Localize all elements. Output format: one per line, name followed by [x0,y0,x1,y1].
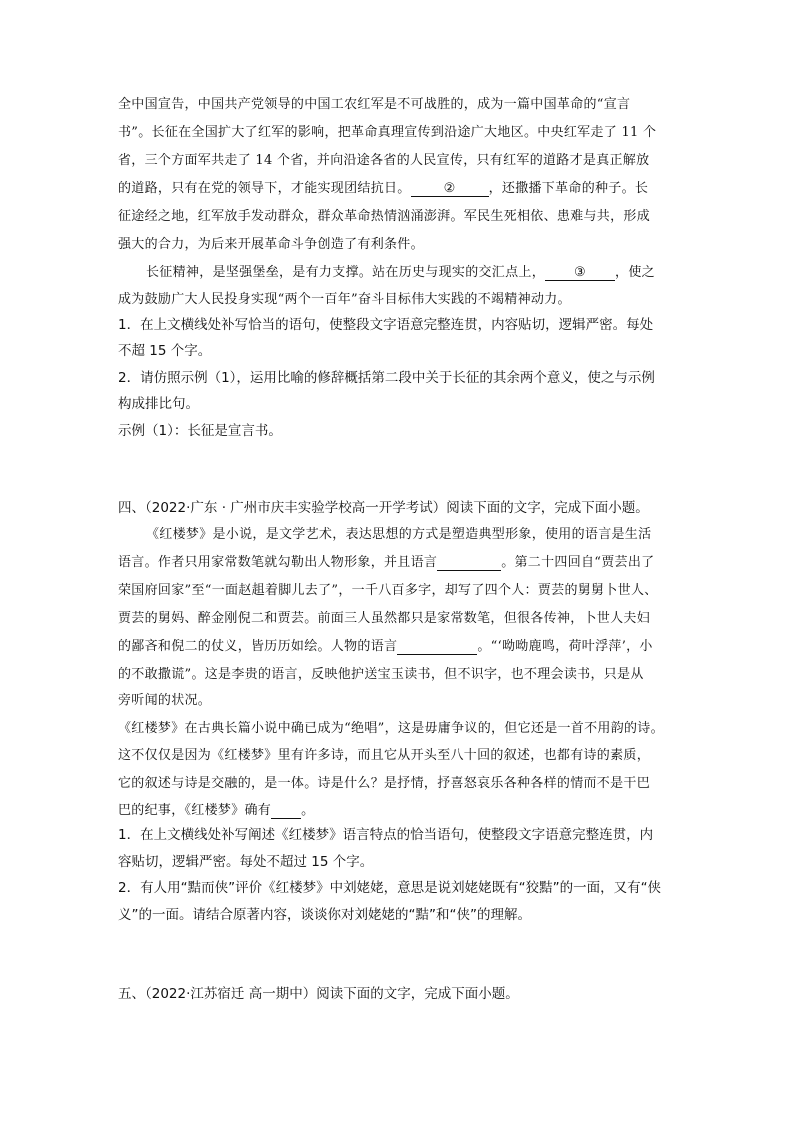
fill-blank-3[interactable]: ③ [545,266,615,281]
fill-blank[interactable] [271,804,301,819]
passage-line [118,802,314,820]
passage-line: 《红楼梦》在古典长篇小说中确已成为“绝唱”，这是毋庸争议的，但它还是一首不用韵的诗。 [118,721,664,736]
fill-blank[interactable] [437,556,501,571]
question-1-line: 不超 15 个字。 [118,343,212,359]
passage-line: 全中国宣告，中国共产党领导的中国工农红军是不可战胜的，成为一篇中国革命的“宣言 [118,97,631,112]
passage-line: 强大的合力，为后来开展革命斗争创造了有利条件。 [118,237,424,252]
passage-line: 书”。长征在全国扩大了红军的影响，把革命真理宣传到沿途广大地区。中央红军走了 11 个 [118,125,657,140]
passage-line [118,180,648,198]
passage-text: ，还撒播下革命的种子。长 [488,181,649,196]
passage-text: 。“‘呦呦鹿鸣，荷叶浮萍’，小 [477,639,653,654]
passage-line: 省，三个方面军共走了 14 个省，并向沿途各省的人民宣传，只有红军的道路才是真正解放 [118,153,650,168]
section-4-heading: 四、（2022·广东 · 广州市庆丰实验学校高一开学考试）阅读下面的文字，完成下面小题。 [118,500,649,516]
fill-blank[interactable] [397,640,477,655]
question-2-line: 2．请仿照示例（1），运用比喻的修辞概括第二段中关于长征的其余两个意义，使之与示例 [118,370,655,386]
passage-line: 的不敢撒谎”。这是李贵的语言，反映他护送宝玉读书，但不识字，也不理会读书，只是从 [118,667,644,682]
passage-line: 征途经之地，红军放手发动群众，群众革命热情汹涌澎湃。军民生死相依、患难与共，形成 [118,209,651,224]
passage-text: 的道路，只有在党的领导下，才能实现团结抗日。 [118,181,411,196]
passage-line [146,264,655,282]
question-1-line: 1．在上文横线处补写恰当的语句，使整段文字语意完整连贯，内容贴切，逻辑严密。每处 [118,317,654,333]
passage-text: ，使之 [615,265,655,280]
passage-text: 语言。作者只用家常数笔就勾勒出人物形象，并且语言 [118,555,438,570]
passage-line: 《红楼梦》是小说，是文学艺术，表达思想的方式是塑造典型形象，使用的语言是生活 [146,527,652,542]
passage-line: 这不仅仅是因为《红楼梦》里有许多诗，而且它从开头至八十回的叙述，也都有诗的素质， [118,748,651,763]
passage-text: 的鄙吝和倪二的仗义，皆历历如绘。人物的语言 [118,639,398,654]
passage-line: 它的叙述与诗是交融的，是一体。诗是什么？是抒情，抒喜怒哀乐各种各样的情而不是干巴 [118,776,651,791]
passage-line: 成为鼓励广大人民投身实现“两个一百年”奋斗目标伟大实践的不竭精神动力。 [118,292,571,307]
question-2-line: 2．有人用“黠而侠”评价《红楼梦》中刘姥姥，意思是说刘姥姥既有“狡黠”的一面，又有“侠 [118,880,662,896]
question-2-line: 义”的一面。请结合原著内容，谈谈你对刘姥姥的“黠”和“侠”的理解。 [118,907,531,923]
passage-text: 。 [301,803,315,818]
fill-blank-2[interactable]: ② [411,182,489,197]
passage-line [118,638,653,656]
question-1-line: 容贴切，逻辑严密。每处不超过 15 个字。 [118,854,374,870]
passage-text: 长征精神，是坚强堡垒，是有力支撑。站在历史与现实的交汇点上， [146,265,546,280]
question-2-line: 构成排比句。 [118,396,199,412]
passage-line: 荣国府回家”至“一面赵趄着脚儿去了”，一千八百多字，却写了四个人：贾芸的舅舅卜世人、 [118,583,658,598]
question-1-line: 1．在上文横线处补写阐述《红楼梦》语言特点的恰当语句，使整段文字语意完整连贯，内 [118,827,654,843]
passage-line [118,554,654,572]
passage-text: 巴的纪事，《红楼梦》确有 [118,803,272,818]
passage-line: 旁听闻的状况。 [118,693,212,708]
passage-text: 。第二十四回自“贾芸出了 [501,555,655,570]
passage-line: 贾芸的舅妈、醉金刚倪二和贾芸。前面三人虽然都只是家常数笔，但很各传神，卜世人夫妇 [118,611,651,626]
section-5-heading: 五、（2022·江苏宿迁 高一期中）阅读下面的文字，完成下面小题。 [118,986,519,1002]
example-line: 示例（1）：长征是宣言书。 [118,423,282,439]
